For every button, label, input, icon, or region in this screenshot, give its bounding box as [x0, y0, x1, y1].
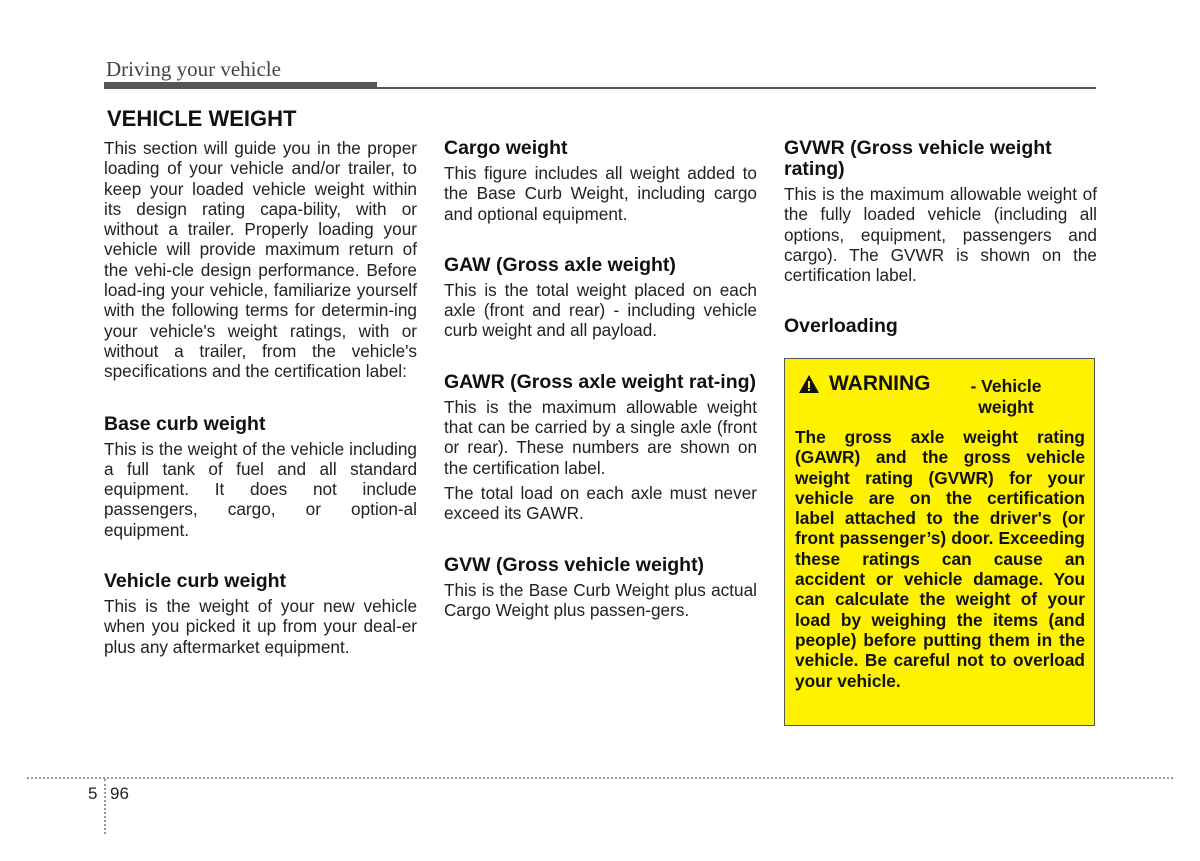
warning-label: WARNING	[829, 372, 931, 395]
cargo-text: This figure includes all weight added to the Base Curb Weight, including cargo and optional equipment.	[444, 163, 757, 224]
gvw-text: This is the Base Curb Weight plus actual Cargo Weight plus passen-gers.	[444, 579, 757, 620]
footer-divider	[104, 779, 106, 834]
column-2	[444, 138, 757, 620]
gvw-heading: GVW (Gross vehicle weight)	[444, 553, 705, 576]
section-title: VEHICLE WEIGHT	[107, 106, 297, 131]
vehicle-curb-heading: Vehicle curb weight	[104, 570, 287, 593]
column-3	[784, 138, 1097, 341]
page-number: 96	[110, 784, 129, 803]
overloading-heading: Overloading	[784, 315, 898, 338]
warning-body: The gross axle weight rating (GAWR) and the gross vehicle weight rating (GVWR) for your vehicle are on the certification label attached to the driver's (or front passenger’s) door. Exceeding these ratings can cause an accident or vehicle damage. You can calculate the weight of your load by weighing the items (and people) before putting them in the vehicle. Be careful not to overload your vehicle.	[795, 427, 1085, 691]
base-curb-text: This is the weight of the vehicle including a full tank of fuel and all standard equipment. It does not include passengers, cargo, or option-al equipment.	[104, 438, 417, 540]
gawr-text-1: This is the maximum allowable weight that can be carried by a single axle (front or rear). These numbers are shown on the certification label.	[444, 396, 757, 478]
gaw-text: This is the total weight placed on each axle (front and rear) - including vehicle curb weight and all payload.	[444, 279, 757, 341]
cargo-heading: Cargo weight	[444, 137, 568, 159]
warning-box	[784, 358, 1095, 726]
vehicle-curb-text: This is the weight of your new vehicle when you picked it up from your deal-er plus any aftermarket equipment.	[104, 596, 417, 657]
gaw-heading: GAW (Gross axle weight)	[444, 253, 676, 276]
warning-subject: - Vehicle weight	[970, 376, 1042, 417]
warning-header	[795, 369, 1085, 427]
gvwr-text: This is the maximum allowable weight of the fully loaded vehicle (including all options, equipment, passengers and cargo). The GVWR is shown on the certification label.	[784, 184, 1097, 286]
gvwr-heading: GVWR (Gross vehicle weight rating)	[784, 137, 1052, 180]
chapter-title: Driving your vehicle	[106, 57, 281, 81]
chapter-number: 5	[88, 784, 98, 803]
header-rule-thick	[104, 82, 377, 89]
footer-rule	[27, 777, 1173, 779]
warning-triangle-icon	[798, 374, 820, 394]
header-rule-thin	[377, 87, 1096, 89]
base-curb-heading: Base curb weight	[104, 412, 266, 435]
column-1	[104, 138, 417, 657]
gawr-text-2: The total load on each axle must never exceed its GAWR.	[444, 482, 757, 524]
intro-paragraph: This section will guide you in the proper loading of your vehicle and/or trailer, to keep your loaded vehicle weight within its design rating capa-bility, with or without a trailer. Properly loading your vehicle will provide maximum return of the vehi-cle design performance. Before load-ing your vehicle, familiarize yourself with the following terms for determin-ing your vehicle's weight ratings, with or without a trailer, from the vehicle's specifications and the certification label:	[104, 138, 417, 382]
gawr-heading: GAWR (Gross axle weight rat-ing)	[444, 370, 757, 393]
